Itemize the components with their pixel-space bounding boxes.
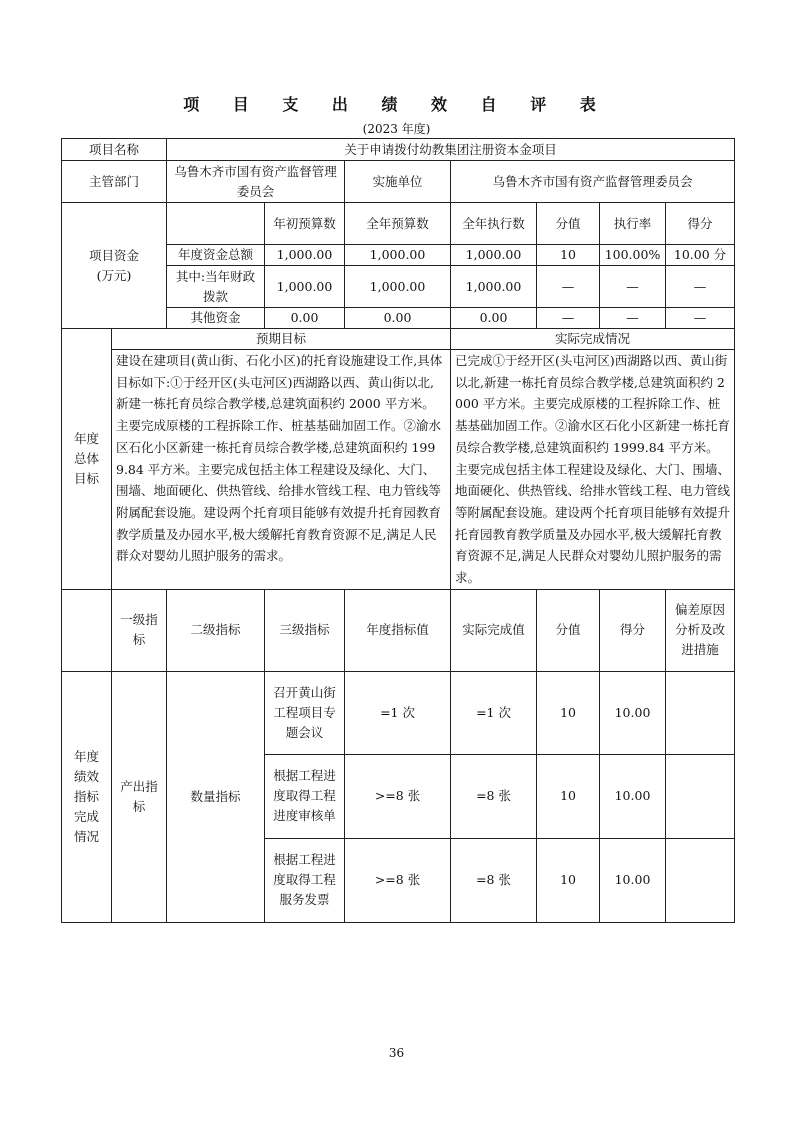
perf-target: =1 次 <box>345 671 451 754</box>
funds-cell: 10 <box>537 245 600 266</box>
funds-row-label: 其他资金 <box>167 308 265 329</box>
funds-cell: 1,000.00 <box>265 266 345 308</box>
perf-note <box>666 838 735 922</box>
funds-cell: 1,000.00 <box>345 266 451 308</box>
expected-goal-text: 建设在建项目(黄山街、石化小区)的托育设施建设工作,具体目标如下:①于经开区(头屯河区)西湖路以西、黄山街以北,新建一栋托育员综合教学楼,总建筑面积约 2000 平方米。主要完成原楼的工程拆除工作、桩基基础加固工作。②渝水区石化小区新建一栋托育员综合教学楼,总建筑面积约 1999.84 平方米。主要完成包括主体工程建设及绿化、大门、围墙、地面硬化、供热管线、给排水管线工程、电力管线等附属配套设施。建设两个托育项目能够有效提升托育园教育教学质量及办园水平,极大缓解托育教育资源不足,满足人民群众对婴幼儿照护服务的需求。 <box>112 350 451 590</box>
perf-header-level3: 三级指标 <box>265 589 345 671</box>
dept-label: 主管部门 <box>62 161 167 203</box>
impl-label: 实施单位 <box>345 161 451 203</box>
funds-cell: — <box>537 308 600 329</box>
funds-cell: 1,000.00 <box>345 245 451 266</box>
funds-row-label: 其中:当年财政拨款 <box>167 266 265 308</box>
funds-cell: 100.00% <box>600 245 666 266</box>
impl-value: 乌鲁木齐市国有资产监督管理委员会 <box>451 161 735 203</box>
funds-cell: — <box>537 266 600 308</box>
funds-cell: 1,000.00 <box>451 245 537 266</box>
perf-header-target: 年度指标值 <box>345 589 451 671</box>
page-title: 项 目 支 出 绩 效 自 评 表 <box>183 95 610 114</box>
perf-target: >=8 张 <box>345 838 451 922</box>
perf-level3: 根据工程进度取得工程进度审核单 <box>265 754 345 838</box>
expected-goal-header: 预期目标 <box>112 329 451 350</box>
funds-header-3: 分值 <box>537 203 600 245</box>
perf-got: 10.00 <box>600 838 666 922</box>
funds-cell: — <box>600 266 666 308</box>
report-year: (2023 年度) <box>362 122 431 136</box>
funds-cell: 0.00 <box>345 308 451 329</box>
funds-header-blank <box>167 203 265 245</box>
project-name-value: 关于申请拨付幼教集团注册资本金项目 <box>167 139 735 161</box>
perf-side-label: 年度 绩效 指标 完成 情况 <box>62 671 112 922</box>
funds-header-0: 年初预算数 <box>265 203 345 245</box>
perf-header-level1: 一级指标 <box>112 589 167 671</box>
funds-header-1: 全年预算数 <box>345 203 451 245</box>
perf-header-actual: 实际完成值 <box>451 589 537 671</box>
perf-header-score: 分值 <box>537 589 600 671</box>
funds-cell: 0.00 <box>451 308 537 329</box>
funds-label: 项目资金 (万元) <box>62 203 167 329</box>
funds-cell: — <box>666 266 735 308</box>
actual-goal-header: 实际完成情况 <box>451 329 735 350</box>
perf-actual: =8 张 <box>451 754 537 838</box>
perf-level3: 根据工程进度取得工程服务发票 <box>265 838 345 922</box>
goals-label: 年度 总体 目标 <box>62 329 112 590</box>
perf-target: >=8 张 <box>345 754 451 838</box>
perf-actual: =8 张 <box>451 838 537 922</box>
funds-header-5: 得分 <box>666 203 735 245</box>
perf-score: 10 <box>537 671 600 754</box>
perf-got: 10.00 <box>600 754 666 838</box>
perf-actual: =1 次 <box>451 671 537 754</box>
page-number: 36 <box>388 1046 405 1060</box>
project-name-label: 项目名称 <box>62 139 167 161</box>
perf-got: 10.00 <box>600 671 666 754</box>
perf-level1: 产出指标 <box>112 671 167 922</box>
funds-cell: 1,000.00 <box>451 266 537 308</box>
perf-score: 10 <box>537 838 600 922</box>
funds-row-label: 年度资金总额 <box>167 245 265 266</box>
perf-header-got: 得分 <box>600 589 666 671</box>
perf-note <box>666 671 735 754</box>
perf-header-note: 偏差原因分析及改进措施 <box>666 589 735 671</box>
self-evaluation-table <box>61 138 735 923</box>
perf-level2: 数量指标 <box>167 671 265 922</box>
actual-goal-text: 已完成①于经开区(头屯河区)西湖路以西、黄山街以北,新建一栋托育员综合教学楼,总建筑面积约 2000 平方米。主要完成原楼的工程拆除工作、桩基基础加固工作。②渝水区石化小区新建一栋托育员综合教学楼,总建筑面积约 1999.84 平方米。主要完成包括主体工程建设及绿化、大门、围墙、地面硬化、供热管线、给排水管线工程、电力管线等附属配套设施。建设两个托育项目能够有效提升托育园教育教学质量及办园水平,极大缓解托育教育资源不足,满足人民群众对婴幼儿照护服务的需求。 <box>451 350 735 590</box>
perf-level3: 召开黄山街工程项目专题会议 <box>265 671 345 754</box>
funds-cell: — <box>600 308 666 329</box>
funds-cell: 10.00 分 <box>666 245 735 266</box>
funds-cell: 0.00 <box>265 308 345 329</box>
funds-header-2: 全年执行数 <box>451 203 537 245</box>
perf-score: 10 <box>537 754 600 838</box>
funds-header-4: 执行率 <box>600 203 666 245</box>
dept-value: 乌鲁木齐市国有资产监督管理委员会 <box>167 161 345 203</box>
funds-cell: — <box>666 308 735 329</box>
perf-header-blank <box>62 589 112 671</box>
funds-cell: 1,000.00 <box>265 245 345 266</box>
perf-header-level2: 二级指标 <box>167 589 265 671</box>
perf-note <box>666 754 735 838</box>
